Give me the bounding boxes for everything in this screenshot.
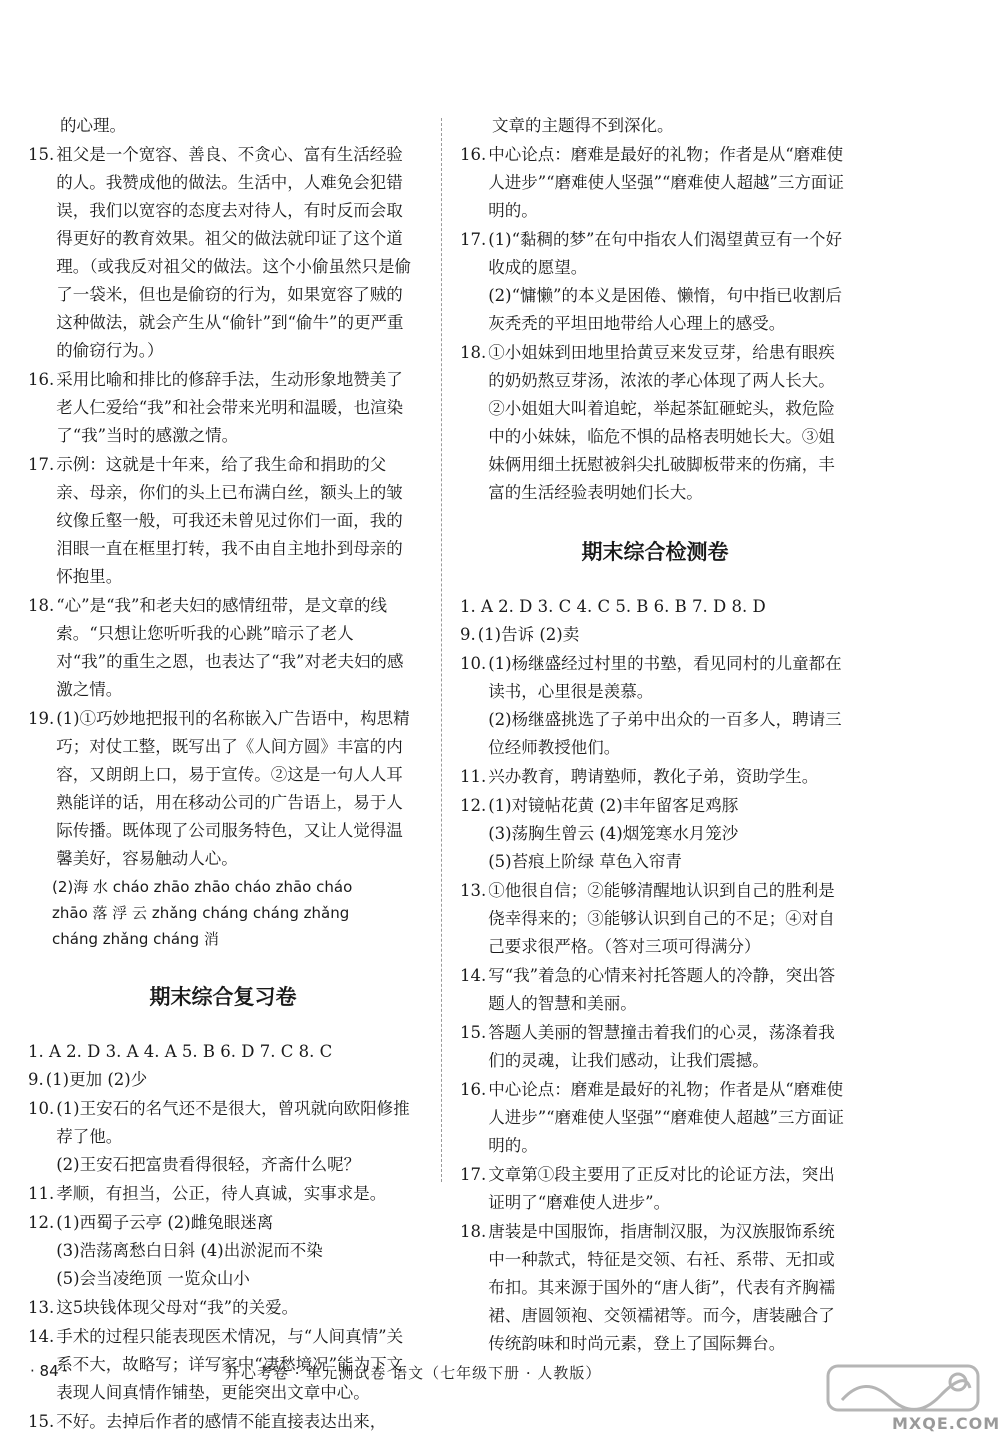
item-number: 17. [28, 455, 55, 474]
item-text: (1)①巧妙地把报刊的名称嵌入广告语中，构思精巧；对仗工整，既写出了《人间方圆》丰富的内容，又朗朗上口，易于宣传。②这是一句人人耳熟能详的话，用在移动公司的广告语上，易于人际传播。既体现了公司服务特色，又让人觉得温馨美好，容易触动人心。 [56, 709, 410, 868]
answer-item [460, 650, 850, 762]
item-number: 10. [460, 654, 487, 673]
answer-item [460, 1218, 850, 1358]
answer-item [28, 705, 418, 873]
item-number: 11. [28, 1184, 55, 1203]
pinyin-line: zhāo 落 浮 云 zhǎng cháng cháng zhǎng [52, 904, 350, 922]
multiple-choice-answers: 1. A 2. D 3. C 4. C 5. B 6. B 7. D 8. D [460, 597, 766, 616]
section-title: 期末综合检测卷 [581, 540, 729, 564]
item-text: 采用比喻和排比的修辞手法，生动形象地赞美了老人仁爱给“我”和社会带来光明和温暖，也渲染了“我”当时的感激之情。 [56, 370, 404, 445]
item-text: 写“我”着急的心情来衬托答题人的冷静，突出答题人的智慧和美丽。 [488, 966, 836, 1013]
item-text: (1)西蜀子云亭 (2)雌兔眼迷离 [56, 1213, 274, 1232]
pinyin-line: (2)海 水 cháo zhāo zhāo cháo zhāo cháo [52, 878, 353, 896]
item-content [488, 650, 850, 762]
item-text: (2)杨继盛挑选了子弟中出众的一百多人，聘请三位经师教授他们。 [488, 710, 842, 757]
watermark-text: MXQE.COM [892, 1414, 1000, 1433]
item-number: 18. [460, 343, 487, 362]
item-text: (1)杨继盛经过村里的书塾，看见同村的儿童都在读书，心里很是羡慕。 [488, 654, 842, 701]
item-text: 手术的过程只能表现医术情况，与“人间真情”关系不大，故略写；详写家中“凄愁境况”能为下文表现人间真情作铺垫，更能突出文章中心。 [56, 1327, 404, 1402]
section-title: 期末综合复习卷 [149, 985, 297, 1009]
item-number: 18. [28, 596, 55, 615]
item-content [56, 1209, 418, 1293]
book-title: 开心考卷 · 单元测试卷 语文（七年级下册 · 人教版） [225, 1364, 602, 1382]
item-text: “心”是“我”和老夫妇的感情纽带，是文章的线索。“只想让您听听我的心跳”暗示了老人对“我”的重生之恩，也表达了“我”对老夫妇的感激之情。 [56, 596, 404, 699]
item-text: (2)王安石把富贵看得很轻，齐斋什么呢？ [56, 1155, 361, 1174]
item-text: (3)荡胸生曾云 (4)烟笼寒水月笼沙 [488, 824, 739, 843]
item-text: 孝顺，有担当，公正，待人真诚，实事求是。 [56, 1184, 387, 1203]
item-text: 答题人美丽的智慧撞击着我们的心灵，荡涤着我们的灵魂，让我们感动，让我们震撼。 [488, 1023, 835, 1070]
item-content [488, 792, 850, 876]
continuation-text: 文章的主题得不到深化。 [492, 116, 674, 135]
item-number: 10. [28, 1099, 55, 1118]
answer-item [460, 621, 850, 649]
page-number: · 84 · [30, 1362, 69, 1380]
item-text: 示例：这就是十年来，给了我生命和捐助的父亲、母亲，你们的头上已布满白丝，额头上的皱纹像丘壑一般，可我还未曾见过你们一面，我的泪眼一直在框里打转，我不由自主地扑到母亲的怀抱里。 [56, 455, 403, 586]
item-number: 13. [460, 881, 487, 900]
item-text: ①小姐妹到田地里拾黄豆来发豆芽，给患有眼疾的奶奶熬豆芽汤，浓浓的孝心体现了两人长大。②小姐姐大叫着追蛇，举起茶缸砸蛇头，救危险中的小妹妹，临危不惧的品格表明她长大。③姐妹俩用细土抚慰被斜尖扎破脚板带来的伤痛，丰富的生活经验表明她们长大。 [488, 343, 835, 502]
answer-item [460, 792, 850, 876]
answer-item [460, 962, 850, 1018]
answer-item [460, 1076, 850, 1160]
item-text: (1)“黏稠的梦”在句中指农人们渴望黄豆有一个好收成的愿望。 [488, 230, 842, 277]
item-number: 15. [28, 1412, 55, 1431]
item-text: (3)浩荡离愁白日斜 (4)出淤泥而不染 [56, 1241, 323, 1260]
item-text: (2)“慵懒”的本义是困倦、懒惰，句中指已收割后灰秃秃的平坦田地带给人心理上的感受。 [488, 286, 842, 333]
item-text: 中心论点：磨难是最好的礼物；作者是从“磨难使人进步”“磨难使人坚强”“磨难使人超越”三方面证明的。 [488, 1080, 844, 1155]
answer-item [28, 451, 418, 591]
item-number: 9. [28, 1070, 44, 1089]
item-number: 15. [28, 145, 55, 164]
item-text: 唐装是中国服饰，指唐制汉服，为汉族服饰系统中一种款式，特征是交领、右衽、系带、无扣或布扣。其来源于国外的“唐人街”，代表有齐胸襦裙、唐圆领袍、交领襦裙等。而今，唐装融合了传统韵味和时尚元素，登上了国际舞台。 [488, 1222, 836, 1353]
item-text: (1)对镜帖花黄 (2)丰年留客足鸡豚 [488, 796, 739, 815]
watermark-logo-icon [820, 1360, 990, 1450]
item-text: (5)会当凌绝顶 一览众山小 [56, 1269, 250, 1288]
item-number: 17. [460, 1165, 487, 1184]
item-text: 文章第①段主要用了正反对比的论证方法，突出证明了“磨难使人进步”。 [488, 1165, 835, 1212]
item-number: 12. [28, 1213, 55, 1232]
answer-item [460, 339, 850, 507]
multiple-choice-answers: 1. A 2. D 3. A 4. A 5. B 6. D 7. C 8. C [28, 1042, 333, 1061]
item-text: (1)更加 (2)少 [45, 1070, 148, 1089]
item-number: 16. [460, 1080, 487, 1099]
item-text: ①他很自信；②能够清醒地认识到自己的胜利是侥幸得来的；③能够认识到自己的不足；④对自己要求很严格。（答对三项可得满分） [488, 881, 835, 956]
item-number: 15. [460, 1023, 487, 1042]
item-content [56, 705, 418, 873]
item-content [56, 1095, 418, 1179]
answer-item [28, 141, 418, 365]
item-number: 13. [28, 1298, 55, 1317]
answer-item [28, 1180, 418, 1208]
left-column [28, 112, 418, 1437]
watermark-logo [820, 1360, 1000, 1450]
item-number: 12. [460, 796, 487, 815]
item-number: 16. [28, 370, 55, 389]
answer-item [28, 1408, 418, 1436]
item-text: 兴办教育，聘请塾师，教化子弟，资助学生。 [488, 767, 819, 786]
item-number: 11. [460, 767, 487, 786]
item-text: 不好。去掉后作者的感情不能直接表达出来， [56, 1412, 387, 1431]
answer-item [28, 1294, 418, 1322]
answer-item [460, 141, 850, 225]
item-number: 17. [460, 230, 487, 249]
answer-item [460, 1019, 850, 1075]
item-number: 14. [460, 966, 487, 985]
item-content [488, 226, 850, 338]
continuation-text: 的心理。 [60, 116, 126, 135]
answer-item [28, 1066, 418, 1094]
answer-item [28, 592, 418, 704]
right-column [460, 112, 850, 1359]
item-number: 18. [460, 1222, 487, 1241]
item-number: 19. [28, 709, 55, 728]
answer-item [460, 877, 850, 961]
answer-item [28, 366, 418, 450]
answer-item [460, 226, 850, 338]
answer-item [460, 763, 850, 791]
item-number: 14. [28, 1327, 55, 1346]
item-text: (5)苔痕上阶绿 草色入帘青 [488, 852, 682, 871]
column-divider [441, 118, 442, 1182]
item-text: 中心论点：磨难是最好的礼物；作者是从“磨难使人进步”“磨难使人坚强”“磨难使人超越”三方面证明的。 [488, 145, 844, 220]
item-number: 16. [460, 145, 487, 164]
item-text: (1)王安石的名气还不是很大，曾巩就向欧阳修推荐了他。 [56, 1099, 410, 1146]
answer-item [28, 1209, 418, 1293]
item-number: 9. [460, 625, 476, 644]
item-text: (1)告诉 (2)卖 [477, 625, 580, 644]
answer-item [28, 1095, 418, 1179]
item-text: 这5块钱体现父母对“我”的关爱。 [56, 1298, 299, 1317]
item-text: 祖父是一个宽容、善良、不贪心、富有生活经验的人。我赞成他的做法。生活中，人难免会犯错误，我们以宽容的态度去对待人，有时反而会取得更好的教育效果。祖父的做法就印证了这个道理。（或我反对祖父的做法。这个小偷虽然只是偷了一袋米，但也是偷窃的行为，如果宽容了贼的这种做法，就会产生从“偷针”到“偷牛”的更严重的偷窃行为。） [56, 145, 411, 360]
answer-item [460, 1161, 850, 1217]
pinyin-line: cháng zhǎng cháng 消 [52, 930, 219, 948]
